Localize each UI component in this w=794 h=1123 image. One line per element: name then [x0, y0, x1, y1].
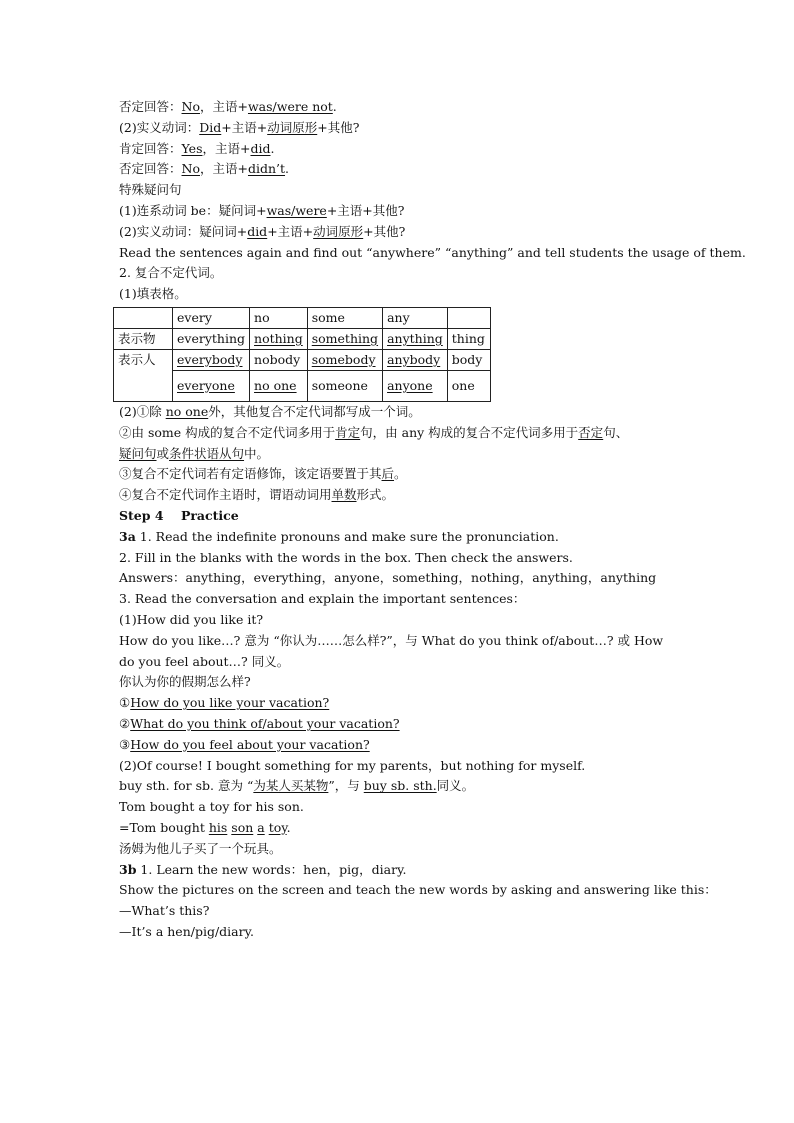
table-cell: nothing: [250, 328, 308, 349]
answers-line: Answers：anything，everything，anyone，something，nothing，anything，anything: [119, 570, 657, 586]
table-cell: [447, 307, 490, 328]
text: ，主语+: [199, 161, 248, 177]
blank-answer: did: [247, 223, 268, 239]
blank-answer: 条件状语从句: [169, 445, 245, 461]
negative-answer-line-2: [119, 159, 679, 180]
verb-special-question-line: [119, 222, 679, 243]
blank-answer: buy sb. sth.: [363, 778, 437, 794]
dialogue-line: —What’s this?: [119, 903, 210, 919]
blank-answer: No: [181, 161, 200, 177]
rule-3: [119, 464, 679, 485]
dialogue-line: —It’s a hen/pig/diary.: [119, 923, 254, 939]
text: .: [332, 99, 337, 114]
table-cell: somebody: [307, 349, 382, 370]
table-row: [114, 349, 491, 370]
example-sentence: Tom bought a toy for his son.: [119, 799, 304, 815]
text: ③复合不定代词若有定语修饰，该定语要置于其: [119, 466, 382, 482]
blank-answer: Yes: [181, 140, 203, 156]
text: +主语+其他?: [326, 202, 405, 218]
table-cell: everything: [173, 328, 250, 349]
row-label: 表示人: [114, 349, 173, 401]
blank-answer: 单数: [331, 487, 357, 503]
question-line: (1)How did you like it?: [119, 611, 264, 627]
blank-answer: 动词原形: [267, 119, 318, 135]
table-instruction: (1)填表格。: [119, 286, 187, 302]
text: 同义。: [436, 778, 475, 794]
blank-answer: 肯定: [335, 424, 361, 440]
blank-answer: son: [231, 819, 254, 835]
blank-answer: did: [250, 140, 271, 156]
text: (2)①除: [119, 403, 166, 419]
activity-3b-line: [119, 860, 679, 881]
blank-answer: didn’t: [247, 161, 286, 177]
instruction-line: Read the sentences again and find out “anywhere” “anything” and tell students the usage of them.: [119, 244, 746, 260]
option-text: What do you think of/about your vacation?: [130, 715, 400, 731]
label: 否定回答：: [119, 99, 182, 114]
row-label: 表示物: [114, 328, 173, 349]
text: 外，其他复合不定代词都写成一个词。: [208, 403, 421, 419]
text: ②由 some 构成的复合不定代词多用于: [119, 424, 336, 440]
table-cell: [114, 307, 173, 328]
rule-4: [119, 485, 679, 506]
text: 句、: [603, 424, 629, 440]
text: .: [286, 819, 291, 835]
table-cell: some: [307, 307, 382, 328]
table-cell: no: [250, 307, 308, 328]
blank-answer: 疑问句: [119, 445, 157, 461]
translation-line: 汤姆为他儿子买了一个玩具。: [119, 840, 282, 856]
section-heading: 特殊疑问句: [119, 182, 182, 198]
rewrite-sentence: [119, 818, 679, 839]
text: ，主语+: [202, 140, 251, 156]
label: 肯定回答：: [119, 140, 182, 156]
text: 形式。: [356, 487, 395, 503]
blank-answer: No: [181, 99, 200, 114]
option-number: ①: [119, 695, 131, 711]
text: 。: [394, 466, 407, 482]
table-cell: anybody: [383, 349, 448, 370]
activity-tag: 3a: [119, 528, 136, 544]
table-row: [114, 328, 491, 349]
be-question-line: [119, 201, 679, 222]
step-heading: Step 4 Practice: [119, 507, 239, 523]
instruction-line: Show the pictures on the screen and teach the new words by asking and answering like this：: [119, 882, 717, 898]
translation-line: 你认为你的假期怎么样?: [119, 674, 251, 690]
text: =Tom bought: [119, 819, 209, 835]
table-cell: something: [307, 328, 382, 349]
table-header-row: [114, 307, 491, 328]
text: +其他?: [317, 119, 360, 135]
activity-tag: 3b: [119, 861, 137, 877]
option-number: ②: [119, 715, 131, 731]
table-cell: everyone: [173, 370, 250, 401]
text: 或: [156, 445, 170, 461]
rule-2: [119, 423, 679, 444]
blank-answer: no one: [165, 403, 209, 419]
text: (2)实义动词：疑问词+: [119, 223, 248, 239]
text: +其他?: [363, 223, 406, 239]
table-cell: anyone: [383, 370, 448, 401]
table-cell: everybody: [173, 349, 250, 370]
blank-answer: was/were: [266, 202, 327, 218]
table-cell: any: [383, 307, 448, 328]
table-cell: anything: [383, 328, 448, 349]
question-line: (2)Of course! I bought something for my parents，but nothing for myself.: [119, 757, 586, 773]
blank-answer: was/were not: [247, 99, 333, 114]
option-2: [119, 714, 679, 735]
instruction-line: 3. Read the conversation and explain the important sentences：: [119, 591, 526, 607]
activity-3a-line: [119, 527, 679, 548]
section-heading: 2. 复合不定代词。: [119, 265, 223, 281]
text: ”，与: [328, 778, 364, 794]
text: .: [270, 140, 275, 156]
text: 句，由 any 构成的复合不定代词多用于: [360, 424, 579, 440]
table-cell: every: [173, 307, 250, 328]
label: (2)实义动词：: [119, 119, 200, 135]
table-cell: no one: [250, 370, 308, 401]
label: 否定回答：: [119, 161, 182, 177]
table-cell: thing: [447, 328, 490, 349]
instruction-line: 2. Fill in the blanks with the words in the box. Then check the answers.: [119, 549, 573, 565]
text: 中。: [244, 445, 270, 461]
text: (1)连系动词 be：疑问词+: [119, 202, 267, 218]
blank-answer: 后: [381, 466, 395, 482]
option-text: How do you like your vacation?: [130, 695, 330, 711]
text: .: [285, 161, 290, 177]
table-cell: nobody: [250, 349, 308, 370]
blank-answer: a: [257, 819, 265, 835]
blank-answer: 否定: [578, 424, 604, 440]
explanation-paragraph: How do you like…? 意为 “你认为……怎么样?”，与 What do you think of/about…? 或 How do you feel about…? 同义。: [119, 632, 664, 669]
rule-2-continued: [119, 444, 679, 465]
text: 1. Read the indefinite pronouns and make sure the pronunciation.: [135, 528, 559, 544]
text: 1. Learn the new words：hen，pig，diary.: [136, 861, 407, 877]
text: buy sth. for sb. 意为 “: [119, 778, 254, 794]
explanation-line: [119, 776, 679, 797]
text: ，主语+: [199, 99, 248, 114]
option-number: ③: [119, 736, 131, 752]
indefinite-pronoun-table: [113, 307, 491, 402]
table-cell: body: [447, 349, 490, 370]
negative-answer-line: [119, 97, 679, 118]
option-1: [119, 693, 679, 714]
text: +主语+: [267, 223, 314, 239]
blank-answer: 为某人买某物: [253, 778, 329, 794]
positive-answer-line: [119, 139, 679, 160]
option-text: How do you feel about your vacation?: [130, 736, 370, 752]
table-cell: someone: [307, 370, 382, 401]
blank-answer: his: [208, 819, 228, 835]
table-cell: one: [447, 370, 490, 401]
blank-answer: 动词原形: [313, 223, 364, 239]
text: ④复合不定代词作主语时，谓语动词用: [119, 487, 332, 503]
verb-question-line: [119, 118, 679, 139]
blank-answer: toy: [268, 819, 287, 835]
rule-1: [119, 402, 679, 423]
text: +主语+: [221, 119, 268, 135]
option-3: [119, 735, 679, 756]
blank-answer: Did: [199, 119, 222, 135]
document-page: [118, 97, 746, 943]
